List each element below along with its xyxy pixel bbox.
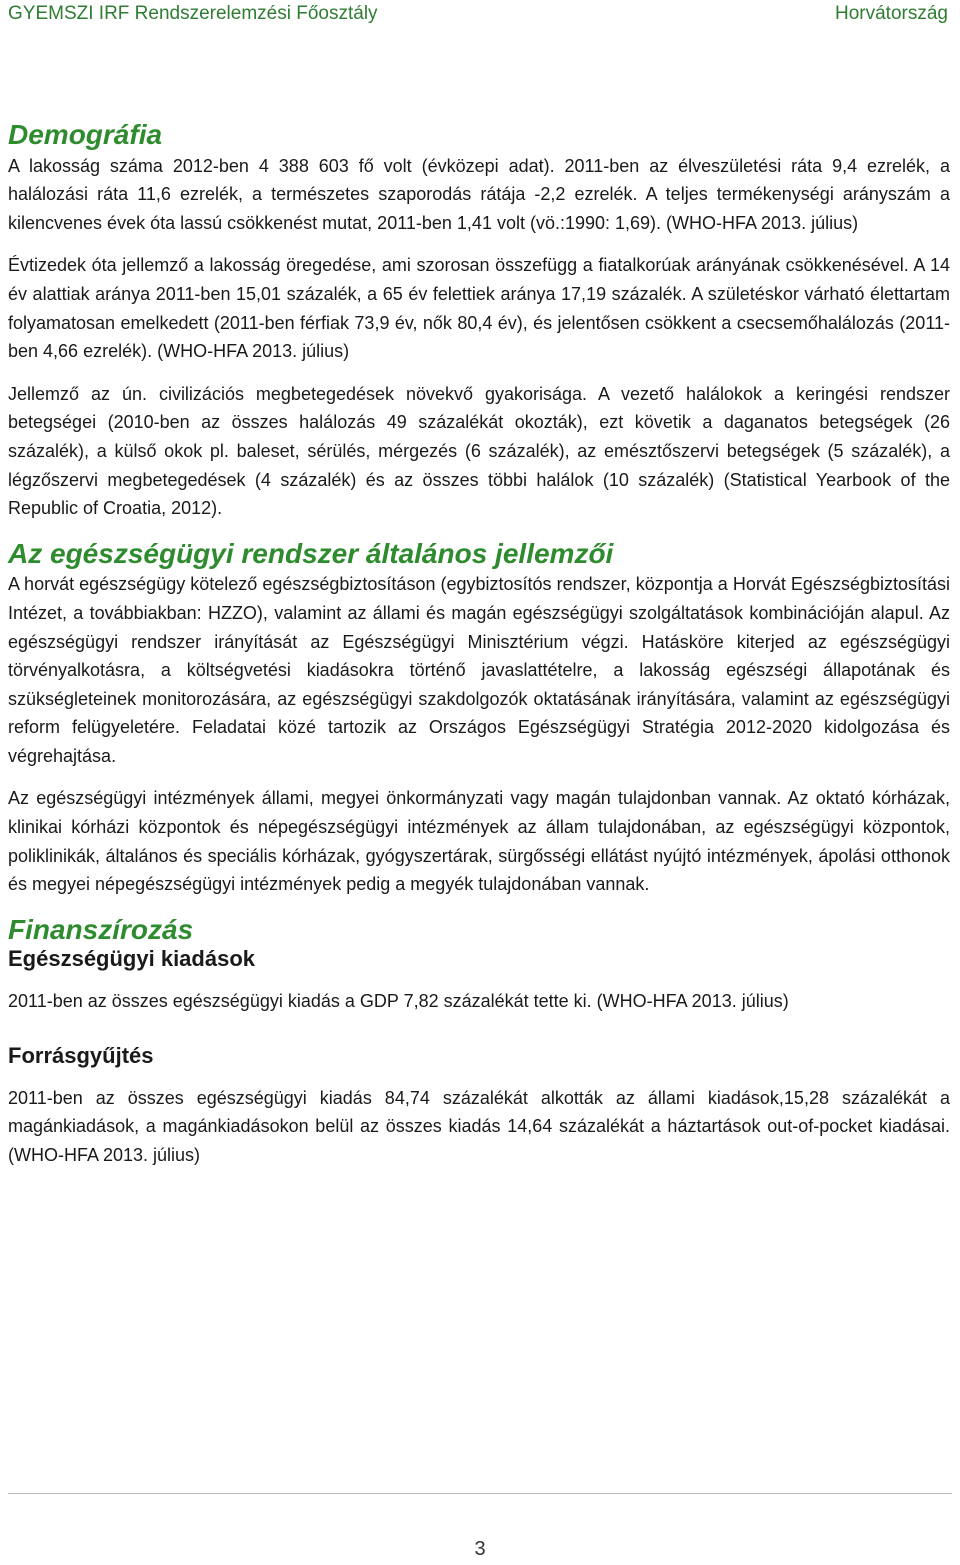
footer-divider [8, 1493, 952, 1494]
rendszer-paragraph-2: Az egészségügyi intézmények állami, megyei önkormányzati vagy magán tulajdonban vannak. Az oktató kórházak, klinikai kórházi központok és népegészségügyi intézmények az állam tulajdonában, az egészségügyi központok, poliklinikák, általános és speciális kórházak, gyógyszertárak, sürgősségi ellátást nyújtó intézmények, ápolási otthonok és megyei népegészségügyi intézmények pedig a megyék tulajdonában vannak. [8, 788, 950, 895]
page-number: 3 [474, 1538, 486, 1560]
kiadasok-paragraph-1: 2011-ben az összes egészségügyi kiadás a GDP 7,82 százalékát tette ki. (WHO-HFA 2013. július) [8, 990, 789, 1011]
page-header [8, 0, 948, 32]
header-country: Horvátország [835, 3, 948, 24]
rendszer-paragraph-1: A horvát egészségügy kötelező egészségbiztosításon (egybiztosítós rendszer, központja a Horvát Egészségbiztosítási Intézet, a továbbiakban: HZZO), valamint az állami és magán egészségügyi szolgáltatások kombinációján alapul. Az egészségügyi rendszer irányítását az Egészségügyi Minisztérium végzi. Hatásköre kiterjed az egészségügyi törvényalkotásra, a költségvetési kiadásokra történő javaslattételre, a lakosság egészségi állapotának és szükségleteinek monitorozására, az egészségügyi szakdolgozók oktatásának irányítására, valamint az egészségügyi reform felügyeletére. Feladatai közé tartozik az Országos Egészségügyi Stratégia 2012-2020 kidolgozása és végrehajtása. [8, 574, 950, 766]
demografia-paragraph-2: Évtizedek óta jellemző a lakosság öregedése, ami szorosan összefügg a fiatalkorúak arányának csökkenésével. A 14 év alattiak aránya 2011-ben 15,01 százalék, a 65 év felettiek aránya 17,19 százalék. A születéskor várható élettartam folyamatosan emelkedett (2011-ben férfiak 73,9 év, nők 80,4 év), és jelentősen csökkent a csecsemőhalálozás (2011-ben 4,66 ezrelék). (WHO-HFA 2013. július) [8, 255, 950, 362]
forrasgyujtes-paragraph-1: 2011-ben az összes egészségügyi kiadás 84,74 százalékát alkották az állami kiadások,15,28 százalékát a magánkiadások, a magánkiadásokon belül az összes kiadás 14,64 százalékát a háztartások out-of-pocket kiadásai.(WHO-HFA 2013. július) [8, 1087, 950, 1165]
demografia-paragraph-3: Jellemző az ún. civilizációs megbetegedések növekvő gyakorisága. A vezető halálokok a keringési rendszer betegségei (2010-ben az összes halálozás 49 százalékát okozták), ezt követik a daganatos betegségek (26 százalék), a külső okok pl. baleset, sérülés, mérgezés (6 százalék), az emésztőszervi betegségek (5 százalék), a légzőszervi megbetegedések (4 százalék) és az összes többi halálok (10 százalék) (Statistical Yearbook of the Republic of Croatia, 2012). [8, 383, 950, 519]
demografia-paragraph-1: A lakosság száma 2012-ben 4 388 603 fő volt (évközepi adat). 2011-ben az élveszületési ráta 9,4 ezrelék, a halálozási ráta 11,6 ezrelék, a természetes szaporodás rátája -2,2 ezrelék. A teljes termékenységi arányszám a kilencvenes évek óta lassú csökkenést mutat, 2011-ben 1,41 volt (vö.:1990: 1,69). (WHO-HFA 2013. július) [8, 155, 950, 233]
header-org: GYEMSZI IRF Rendszerelemzési Főosztály [8, 3, 378, 24]
section-title-finanszirozas: Finanszírozás [8, 913, 194, 945]
subsection-title-forrasgyujtes: Forrásgyűjtés [8, 1043, 154, 1069]
document-body [8, 118, 950, 1184]
subsection-title-kiadasok: Egészségügyi kiadások [8, 946, 255, 972]
section-title-rendszer: Az egészségügyi rendszer általános jellemzői [8, 537, 614, 569]
section-title-demografia: Demográfia [8, 119, 163, 150]
